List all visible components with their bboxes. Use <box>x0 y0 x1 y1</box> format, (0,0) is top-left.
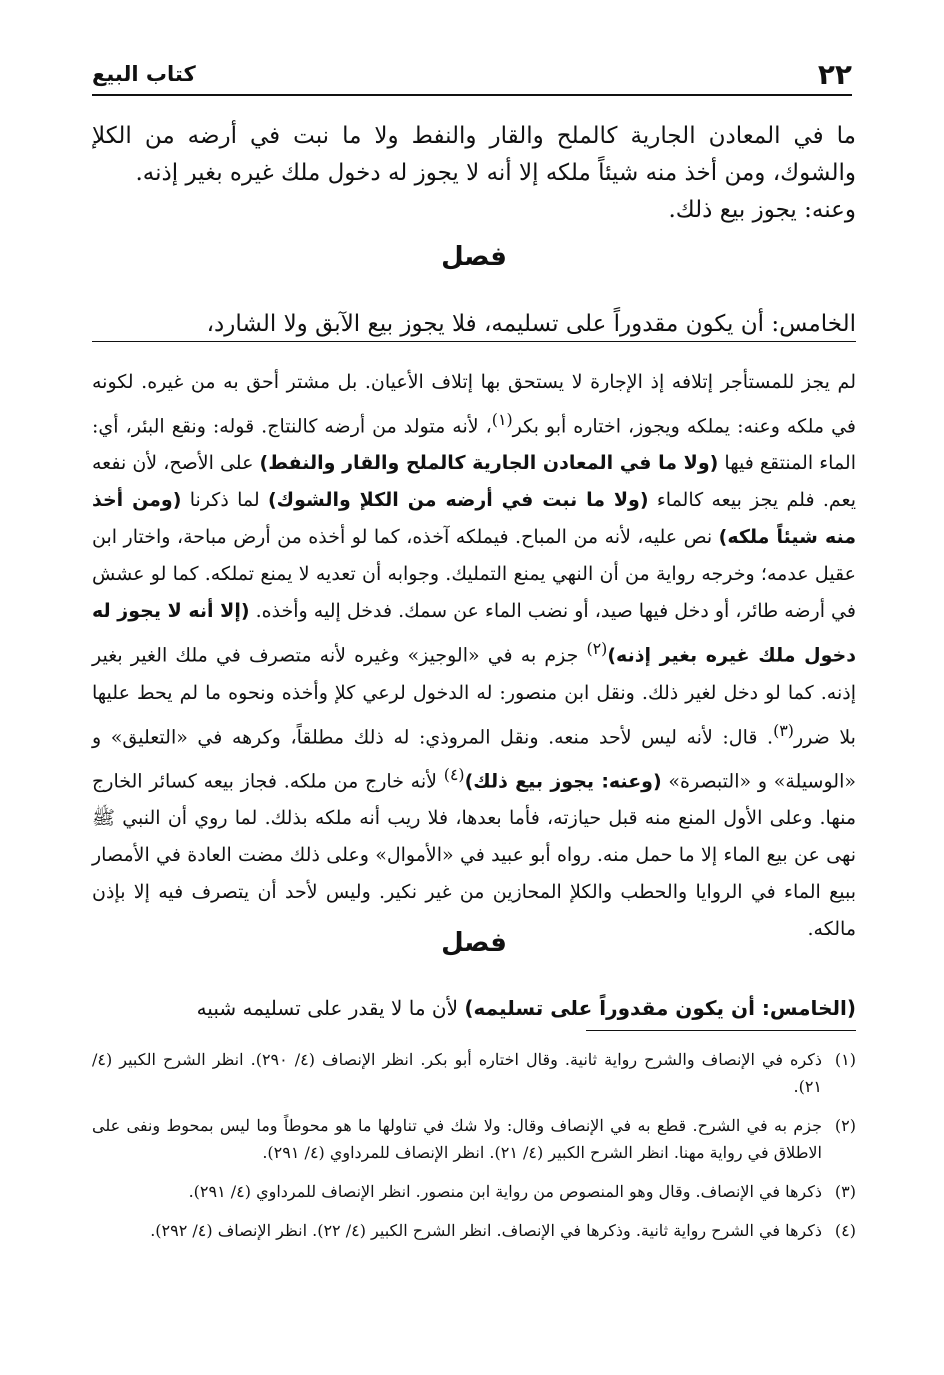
quoted-matn: (إلا أنه لا يجوز له دخول ملك غيره بغير إذنه) <box>92 600 856 667</box>
sharh-segment: لما ذكرنا <box>181 489 268 512</box>
page-number: ٢٢ <box>817 58 852 91</box>
sharh-segment: لم يجز للمستأجر إتلافه إذ الإجارة لا يستحق بها إتلاف الأعيان. بل مشتر أحق به من غيره. لكونه في ملكه وعنه: يملكه ويجوز، اختاره أبو بكر <box>92 371 856 438</box>
matn-text <box>92 118 856 229</box>
footnotes <box>92 1046 856 1256</box>
sharh-segment: . قال: لأنه ليس لأحد منعه. ونقل المروذي: له ذلك مطلقاً، وكرهه في «التعليق» و «الوسيلة» و «التبصرة» <box>92 725 856 793</box>
sharh-segment: لأنه خارج من ملكه. فجاز بيعه كسائر الخارج منها. وعلى الأول المنع منه قبل حيازته، فأما بعدها، فلا ريب أنه ملكه بذلك. لما روي أن النبي ﷺ نهى عن بيع الماء إلا ما حمل منه. رواه أبو عبيد في «الأموال» وعلى ذلك مضت العادة في الأمصار ببيع الماء في الروايا والحطب والكلإ المحازين من غير نكير. وليس لأحد أن يتصرف فيه إلا بإذن مالكه. <box>92 770 856 941</box>
sharh-segment: نص عليه، لأنه من المباح. فيملكه آخذه، كما لو أخذه من أرض مباحة، واختار ابن عقيل عدمه؛ وخرجه رواية من أن النهي يمنع التمليك. وجوابه أن تعديه لا يمنع تملكه. كما لو عشش في أرضه طائر، أو دخل فيها صيد، أو نضب الماء عن سمك. فدخل إليه وأخذه. <box>92 526 856 623</box>
sharh-text <box>92 364 856 948</box>
footnote-ref: (٢) <box>586 639 608 659</box>
sharh-segment: لأن ما لا يقدر على تسليمه شبيه <box>196 996 465 1020</box>
sharh-paragraph <box>92 990 856 1027</box>
footnote-number: (٢) <box>834 1116 856 1135</box>
footnote-text: جزم به في الشرح. قطع به في الإنصاف وقال: ولا شك في تناولها ما هو محوطاً وما ليس بمحوط ونفى على الاطلاق في رواية مهنا. انظر الشرح الكبير (٤/ ٢١). انظر الإنصاف للمرداوي (٤/ ٢٩١). <box>92 1116 822 1162</box>
sharh-segment: جزم به في «الوجيز» وغيره لأنه متصرف في ملك الغير بغير إذنه. كما لو دخل لغير ذلك. ونقل ابن منصور: له الدخول لرعي كلإ وأخذه ونحوه ما لم يحط عليها بلا ضرر <box>92 644 856 748</box>
quoted-matn: (ولا ما نبت في أرضه من الكلإ والشوك) <box>268 489 649 512</box>
footnote <box>92 1178 856 1205</box>
sharh-text <box>92 970 856 1047</box>
footnote-number: (٣) <box>834 1182 856 1201</box>
running-title: كتاب البيع <box>92 62 196 86</box>
quoted-matn: (ولا ما في المعادن الجارية كالملح والقار والنفط) <box>259 452 719 475</box>
footnote-ref: (١) <box>491 410 513 429</box>
footnote-text: ذكره في الإنصاف والشرح رواية ثانية. وقال اختاره أبو بكر. انظر الإنصاف (٤/ ٢٩٠). انظر الشرح الكبير (٤/ ٢١). <box>92 1050 823 1096</box>
section-heading: فصل <box>441 928 507 958</box>
footnote <box>92 1046 856 1100</box>
footnote-number: (١) <box>834 1050 856 1069</box>
matn-paragraph: وعنه: يجوز بيع ذلك. <box>668 197 856 223</box>
footnote-text: ذكرها في الإنصاف. وقال وهو المنصوص من رواية ابن منصور. انظر الإنصاف للمرداوي (٤/ ٢٩١). <box>188 1182 822 1201</box>
footnote-ref: (٤) <box>443 764 465 784</box>
footnote-divider <box>586 1030 856 1031</box>
footnote-number: (٤) <box>834 1221 856 1240</box>
matn-sharh-divider <box>92 341 856 342</box>
section-heading: فصل <box>441 242 507 272</box>
sharh-paragraph <box>92 364 856 948</box>
matn-paragraph: ما في المعادن الجارية كالملح والقار والنفط ولا ما نبت في أرضه من الكلإ والشوك، ومن أخذ منه شيئاً ملكه إلا أنه لا يجوز له دخول ملك غيره بغير إذنه. <box>92 123 856 186</box>
sharh-segment: على الأصح، لأن نفعه يعم. فلم يجز بيعه كالماء <box>92 452 856 512</box>
matn-paragraph: الخامس: أن يكون مقدوراً على تسليمه، فلا يجوز بيع الآبق ولا الشارد، <box>206 311 856 337</box>
quoted-matn: (وعنه: يجوز بيع ذلك) <box>464 770 662 793</box>
page-header <box>92 54 852 96</box>
footnote <box>92 1217 856 1244</box>
footnote-ref: (٣) <box>773 720 794 740</box>
quoted-matn: (الخامس: أن يكون مقدوراً على تسليمه) <box>464 996 856 1020</box>
footnote-text: ذكرها في الشرح رواية ثانية. وذكرها في الإنصاف. انظر الشرح الكبير (٤/ ٢٢). انظر الإنصاف (٤/ ٢٩٢). <box>150 1221 822 1240</box>
matn-text <box>92 283 856 366</box>
sharh-segment: ، لأنه متولد من أرضه كالنتاج. قوله: ونقع البئر، أي: الماء المنتقع فيها <box>92 415 856 475</box>
quoted-matn: (ومن أخذ منه شيئاً ملكه) <box>92 489 856 549</box>
footnote <box>92 1112 856 1166</box>
